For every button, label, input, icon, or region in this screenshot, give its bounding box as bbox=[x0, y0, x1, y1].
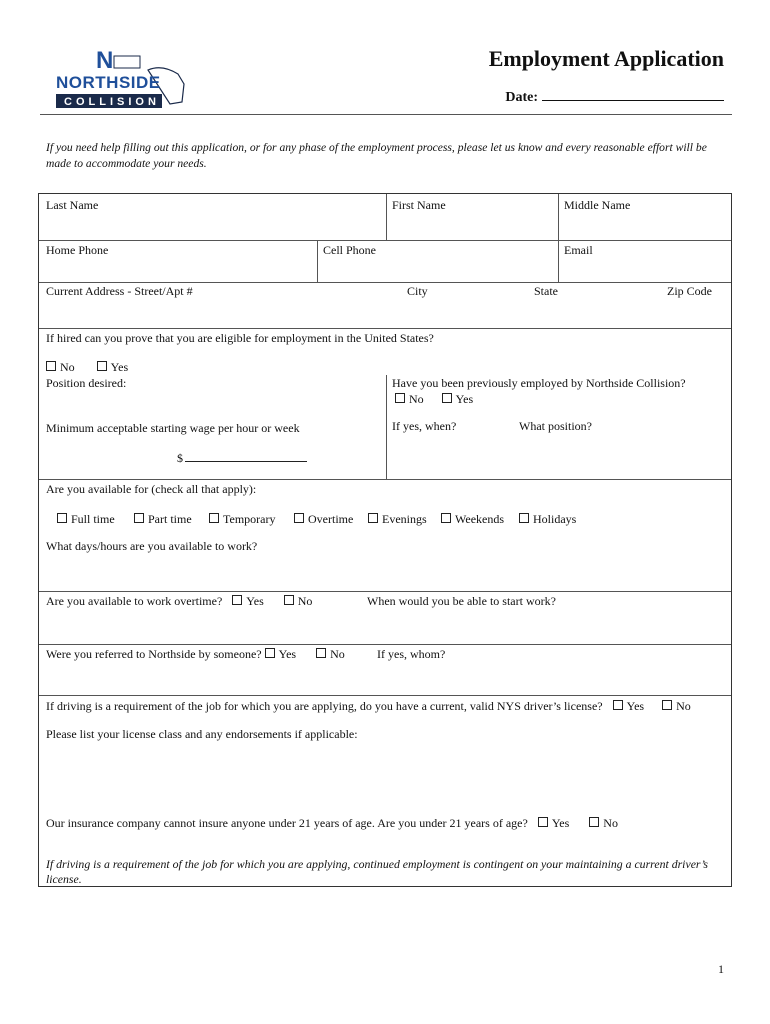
avail-evenings[interactable] bbox=[368, 512, 427, 527]
col-divider bbox=[386, 194, 387, 240]
min-wage-label: Minimum acceptable starting wage per hour or week bbox=[46, 421, 300, 435]
date-label: Date: bbox=[505, 90, 538, 105]
holidays-checkbox[interactable] bbox=[519, 513, 529, 523]
col-divider bbox=[386, 375, 387, 479]
row-divider bbox=[39, 644, 731, 645]
state-label: State bbox=[534, 284, 558, 298]
holidays-label: Holidays bbox=[533, 512, 577, 526]
eligible-yes-label: Yes bbox=[110, 360, 129, 374]
avail-temporary[interactable] bbox=[209, 512, 275, 527]
overtime-label: Overtime bbox=[308, 512, 354, 526]
license-question-text: If driving is a requirement of the job for which you are applying, do you have a current, valid NYS driver’s license? bbox=[46, 699, 603, 713]
full-time-checkbox[interactable] bbox=[57, 513, 67, 523]
eligible-no-checkbox[interactable] bbox=[46, 361, 56, 371]
referral-yes-label: Yes bbox=[278, 647, 297, 661]
start-work-label: When would you be able to start work? bbox=[367, 594, 556, 608]
referral-yes-checkbox[interactable] bbox=[265, 648, 275, 658]
license-no-checkbox[interactable] bbox=[662, 700, 672, 710]
home-phone-label: Home Phone bbox=[46, 243, 109, 257]
overtime-checkbox[interactable] bbox=[294, 513, 304, 523]
prev-employed-options bbox=[395, 392, 473, 407]
license-class-label: Please list your license class and any endorsements if applicable: bbox=[46, 727, 358, 741]
city-label: City bbox=[407, 284, 428, 298]
dollar-sign: $ bbox=[177, 451, 183, 465]
driving-note: If driving is a requirement of the job for which you are applying, continued employment is contingent on your maintaining a current driver’s license. bbox=[46, 857, 708, 886]
overtime-question-text: Are you available to work overtime? bbox=[46, 594, 223, 608]
under21-no-label: No bbox=[603, 816, 618, 830]
company-logo bbox=[52, 46, 188, 116]
evenings-checkbox[interactable] bbox=[368, 513, 378, 523]
position-desired-label: Position desired: bbox=[46, 376, 127, 390]
referral-no-label: No bbox=[330, 647, 345, 661]
intro-text: If you need help filling out this application, or for any phase of the employment process, please let us know and every reasonable effort will be made to accommodate your needs. bbox=[46, 141, 707, 170]
wage-input[interactable] bbox=[177, 451, 307, 466]
if-yes-whom-label: If yes, whom? bbox=[377, 647, 446, 661]
insurance-question-text: Our insurance company cannot insure anyone under 21 years of age. Are you under 21 years of age? bbox=[46, 816, 528, 830]
col-divider bbox=[558, 194, 559, 282]
referral-question bbox=[46, 647, 345, 662]
under21-yes-checkbox[interactable] bbox=[538, 817, 548, 827]
logo-word-northside: NORTHSIDE bbox=[56, 73, 161, 92]
avail-weekends[interactable] bbox=[441, 512, 504, 527]
first-name-label: First Name bbox=[392, 198, 446, 212]
if-yes-when-label: If yes, when? bbox=[392, 419, 457, 433]
middle-name-label: Middle Name bbox=[564, 198, 631, 212]
eligible-yes-checkbox[interactable] bbox=[97, 361, 107, 371]
what-position-label: What position? bbox=[519, 419, 592, 433]
row-divider bbox=[39, 328, 731, 329]
evenings-label: Evenings bbox=[382, 512, 427, 526]
zip-label: Zip Code bbox=[667, 284, 712, 298]
page-title: Employment Application bbox=[488, 46, 724, 71]
prev-no-label: No bbox=[409, 392, 424, 406]
temporary-checkbox[interactable] bbox=[209, 513, 219, 523]
days-hours-label: What days/hours are you available to work? bbox=[46, 539, 258, 553]
part-time-label: Part time bbox=[148, 512, 192, 526]
license-no-label: No bbox=[676, 699, 691, 713]
logo-letter: N bbox=[96, 47, 114, 74]
under21-no-checkbox[interactable] bbox=[589, 817, 599, 827]
insurance-question bbox=[46, 816, 618, 831]
available-for-label: Are you available for (check all that apply): bbox=[46, 482, 257, 496]
overtime-yes-label: Yes bbox=[246, 594, 264, 608]
avail-part-time[interactable] bbox=[134, 512, 192, 527]
address-label: Current Address - Street/Apt # bbox=[46, 284, 193, 298]
row-divider bbox=[39, 282, 731, 283]
overtime-no-label: No bbox=[297, 594, 313, 608]
cell-phone-label: Cell Phone bbox=[323, 243, 376, 257]
logo-word-collision: COLLISION bbox=[64, 96, 160, 108]
avail-holidays[interactable] bbox=[519, 512, 576, 527]
weekends-label: Weekends bbox=[455, 512, 505, 526]
prev-no-checkbox[interactable] bbox=[395, 393, 405, 403]
weekends-checkbox[interactable] bbox=[441, 513, 451, 523]
overtime-no-checkbox[interactable] bbox=[284, 595, 294, 605]
row-divider bbox=[39, 591, 731, 592]
overtime-yes-checkbox[interactable] bbox=[232, 595, 242, 605]
prev-yes-label: Yes bbox=[455, 392, 474, 406]
col-divider bbox=[317, 240, 318, 282]
overtime-question bbox=[46, 594, 312, 609]
under21-yes-label: Yes bbox=[551, 816, 570, 830]
eligibility-options bbox=[46, 360, 128, 375]
header-divider bbox=[40, 114, 732, 115]
license-yes-label: Yes bbox=[626, 699, 645, 713]
row-divider bbox=[39, 695, 731, 696]
email-label: Email bbox=[564, 243, 593, 257]
eligibility-question: If hired can you prove that you are eligible for employment in the United States? bbox=[46, 331, 434, 345]
application-form bbox=[38, 193, 732, 887]
prev-employed-question: Have you been previously employed by Northside Collision? bbox=[392, 376, 686, 390]
part-time-checkbox[interactable] bbox=[134, 513, 144, 523]
eligible-no-label: No bbox=[60, 360, 75, 374]
temporary-label: Temporary bbox=[223, 512, 276, 526]
avail-overtime[interactable] bbox=[294, 512, 353, 527]
license-yes-checkbox[interactable] bbox=[613, 700, 623, 710]
license-question bbox=[46, 699, 691, 714]
row-divider bbox=[39, 479, 731, 480]
avail-full-time[interactable] bbox=[57, 512, 115, 527]
full-time-label: Full time bbox=[71, 512, 115, 526]
referral-question-text: Were you referred to Northside by someone? bbox=[46, 647, 262, 661]
date-field bbox=[505, 88, 724, 106]
prev-yes-checkbox[interactable] bbox=[442, 393, 452, 403]
wage-input-line bbox=[185, 451, 307, 462]
row-divider bbox=[39, 240, 731, 241]
last-name-label: Last Name bbox=[46, 198, 99, 212]
date-input-line[interactable] bbox=[542, 88, 724, 101]
referral-no-checkbox[interactable] bbox=[316, 648, 326, 658]
page-number: 1 bbox=[718, 962, 724, 976]
